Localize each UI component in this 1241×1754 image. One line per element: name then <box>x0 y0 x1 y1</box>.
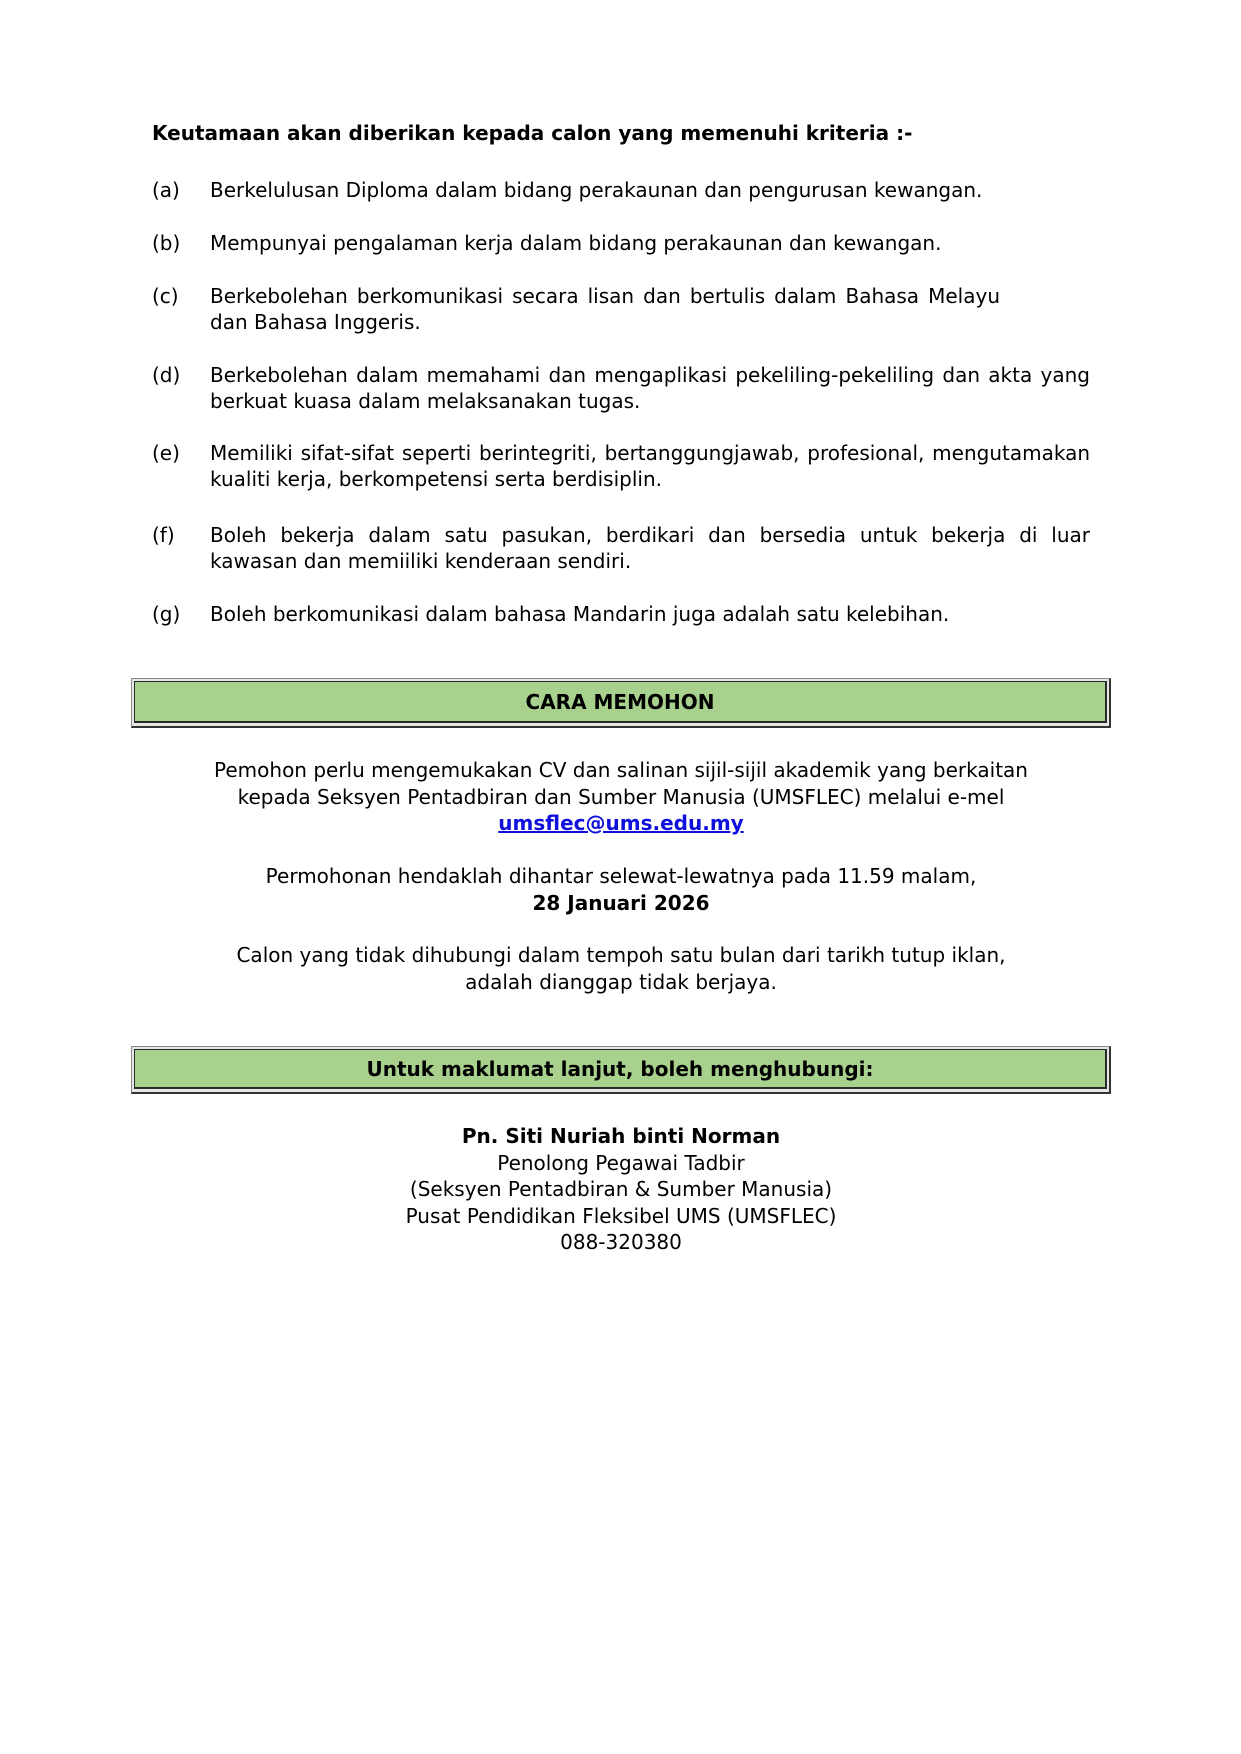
contact-header-box <box>131 1046 1111 1094</box>
contact-details <box>131 1123 1111 1256</box>
item-label: (g) <box>152 602 181 626</box>
item-label: (c) <box>152 284 179 308</box>
item-text: Berkebolehan dalam memahami dan mengaplikasi pekeliling-pekeliling dan akta yang berkuat kuasa dalam melaksanakan tugas. <box>210 363 1090 413</box>
email-link[interactable]: umsflec@ums.edu.my <box>498 811 744 835</box>
contact-section: (Seksyen Pentadbiran & Sumber Manusia) <box>409 1177 833 1201</box>
item-text: Berkelulusan Diploma dalam bidang perakaunan dan pengurusan kewangan. <box>210 178 983 202</box>
item-text: Boleh bekerja dalam satu pasukan, berdikari dan bersedia untuk bekerja di luar kawasan dan memiiliki kenderaan sendiri. <box>210 523 1090 573</box>
criteria-item-e <box>152 440 1090 492</box>
application-instructions <box>131 757 1111 837</box>
instruction-line: kepada Seksyen Pentadbiran dan Sumber Manusia (UMSFLEC) melalui e-mel <box>237 784 1005 809</box>
item-text: Memiliki sifat-sifat seperti berintegriti, bertanggungjawab, profesional, mengutamakan kualiti kerja, berkompetensi serta berdisiplin. <box>210 441 1090 491</box>
criteria-item-b <box>152 230 1090 256</box>
criteria-item-a <box>152 177 1090 203</box>
item-label: (a) <box>152 178 180 202</box>
contact-title: Untuk maklumat lanjut, boleh menghubungi: <box>134 1049 1107 1089</box>
criteria-item-g <box>152 601 1090 627</box>
notice-line: Calon yang tidak dihubungi dalam tempoh satu bulan dari tarikh tutup iklan, <box>236 943 1006 967</box>
deadline-date: 28 Januari 2026 <box>532 890 710 915</box>
criteria-heading: Keutamaan akan diberikan kepada calon yang memenuhi kriteria :- <box>152 121 913 145</box>
criteria-item-c <box>152 283 1090 335</box>
criteria-list <box>152 177 1090 627</box>
criteria-item-f <box>152 522 1090 574</box>
item-text: Boleh berkomunikasi dalam bahasa Mandarin juga adalah satu kelebihan. <box>210 602 950 626</box>
application-deadline <box>131 863 1111 916</box>
item-text: Berkebolehan berkomunikasi secara lisan dan bertulis dalam Bahasa Melayu dan Bahasa Inggeris. <box>210 284 1000 334</box>
contact-position: Penolong Pegawai Tadbir <box>497 1150 745 1175</box>
how-to-apply-header-box <box>131 678 1111 728</box>
contact-organization: Pusat Pendidikan Fleksibel UMS (UMSFLEC) <box>405 1203 837 1228</box>
item-label: (e) <box>152 441 180 465</box>
item-label: (f) <box>152 523 175 547</box>
notice-line: adalah dianggap tidak berjaya. <box>465 969 777 994</box>
contact-phone: 088-320380 <box>560 1230 682 1254</box>
instruction-line: Pemohon perlu mengemukakan CV dan salinan sijil-sijil akademik yang berkaitan <box>214 758 1028 782</box>
criteria-item-d <box>152 362 1090 414</box>
item-text: Mempunyai pengalaman kerja dalam bidang perakaunan dan kewangan. <box>210 231 942 255</box>
contact-name: Pn. Siti Nuriah binti Norman <box>461 1124 781 1148</box>
item-label: (b) <box>152 231 181 255</box>
unsuccessful-notice <box>131 942 1111 995</box>
item-label: (d) <box>152 363 181 387</box>
how-to-apply-title: CARA MEMOHON <box>134 681 1107 723</box>
deadline-text: Permohonan hendaklah dihantar selewat-lewatnya pada 11.59 malam, <box>265 864 977 888</box>
